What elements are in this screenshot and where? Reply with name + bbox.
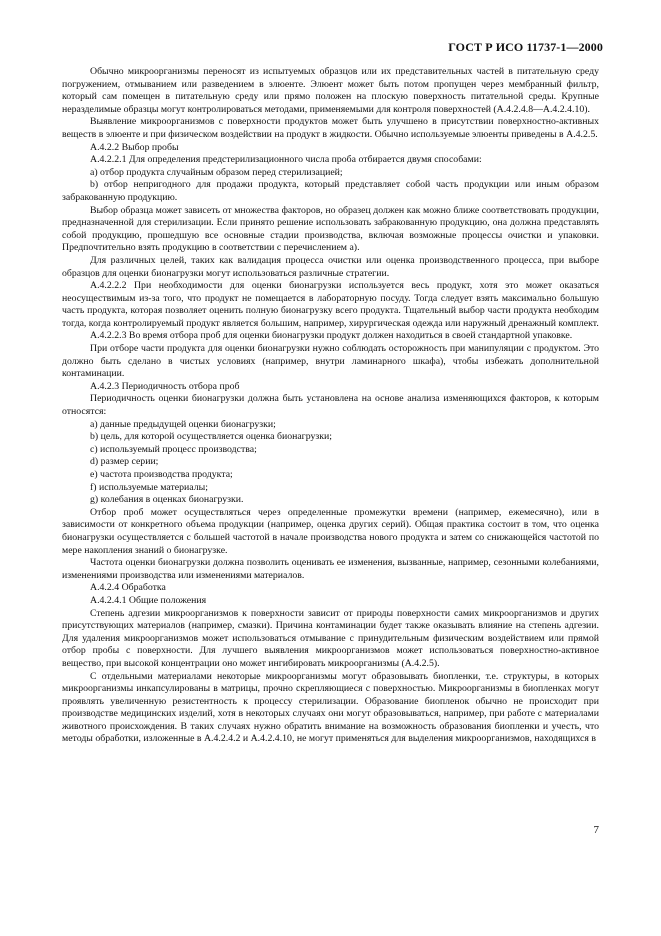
section-heading: А.4.2.4 Обработка (90, 582, 166, 594)
section-heading: А.4.2.4.1 Общие положения (90, 594, 207, 606)
paragraph: При отборе части продукта для оценки бионагрузки нужно соблюдать осторожность при манипуляции с продуктом. Это должно быть сделано в чистых условиях (например, внутри ламинарного шкафа), чтобы избежать дополнительной контаминации. (62, 343, 599, 380)
list-item: b) цель, для которой осуществляется оценка бионагрузки; (90, 431, 332, 443)
list-item: с) используемый процесс производства; (90, 443, 257, 455)
paragraph: А.4.2.2.1 Для определения предстерилизационного числа проба отбирается двумя способами: (90, 154, 482, 166)
section-heading: А.4.2.3 Периодичность отбора проб (90, 380, 240, 392)
page-number: 7 (593, 824, 599, 836)
paragraph: А.4.2.2.2 При необходимости для оценки бионагрузки используется весь продукт, хотя это может оказаться неосуществимым из-за того, что продукт не помещается в лабораторную посуду. Тогда следует взять максимально большую часть продукта, которая позволяет оценить полную бионагрузку всего продукта. Тщательный выбор части продукта необходим тогда, когда контролируемый продукт является большим, например, хирургическая одежда или наружный дренажный комплект. (62, 280, 599, 329)
paragraph: Обычно микроорганизмы переносят из испытуемых образцов или их представительных частей в питательную среду погружением, отмыванием или разведением в элюенте. Элюент может быть потом пропущен через мембранный фильтр, который сам помещен в питательную среду или прямо положен на плоскую поверхность питательной среды. Крупные неразделимые образцы могут контролироваться методами, применяемыми для контроля поверхностей (А.4.2.4.8—А.4.2.4.10). (62, 66, 599, 115)
paragraph: Выбор образца может зависеть от множества факторов, но образец должен как можно ближе соответствовать продукции, предназначенной для стерилизации. Если принято решение использовать забракованную продукцию, она должна представлять собой продукцию, прошедшую все основные стадии производства, включая возможные процессы очистки и упаковки. Предпочтительно взять продукцию в соответствии с перечислением а). (62, 204, 599, 254)
list-item: а) отбор продукта случайным образом перед стерилизацией; (90, 166, 343, 178)
list-item: f) используемые материалы; (90, 481, 208, 493)
paragraph: Выявление микроорганизмов с поверхности продуктов может быть улучшено в присутствии поверхностно-активных веществ в элюенте и при физическом воздействии на продукт в жидкости. Обычно используемые элюенты приведены в А.4.2.5. (62, 116, 599, 140)
list-item: d) размер серии; (90, 456, 159, 468)
paragraph: С отдельными материалами некоторые микроорганизмы могут образовывать биопленки, т.е. структуры, в которых микроорганизмы инкапсулированы в матрицы, прочно скрепляющиеся с поверхностью. Микроорганизмы в биопленках могут проявлять увеличенную резистентность к процессу стерилизации. Образование биопленок обычно не происходит при производстве медицинских изделий, хотя в некоторых случаях они могут образовываться, например, при работе с материалами животного происхождения. В таких случаях нужно обратить внимание на возможность образования биопленки и учесть, что методы обработки, изложенные в А.4.2.4.2 и А.4.2.4.10, не могут применяться для выделения микроорганизмов, находящихся в (62, 670, 599, 745)
document-header: ГОСТ Р ИСО 11737-1—2000 (448, 40, 603, 54)
list-item: g) колебания в оценках бионагрузки. (90, 494, 244, 506)
list-item: b) отбор непригодного для продажи продукта, который представляет собой часть продукции или иным образом забракованную продукцию. (62, 179, 599, 203)
section-heading: А.4.2.2 Выбор пробы (90, 141, 179, 153)
document-body (62, 66, 599, 746)
paragraph: Степень адгезии микроорганизмов к поверхности зависит от природы поверхности самих микроорганизмов и других присутствующих материалов (например, смазки). Причина контаминации будет также оказывать влияние на степень адгезии. Для удаления микроорганизмов может использоваться отмывание с принудительным физическим воздействием или прямой отбор пробы с поверхности. Для лучшего выявления микроорганизмов может использоваться поверхностно-активное вещество, при высокой концентрации оно может ингибировать микроорганизмы (А.4.2.5). (62, 607, 599, 669)
paragraph: Отбор проб может осуществляться через определенные промежутки времени (например, ежемесячно), или в зависимости от конкретного объема продукции (например, оценка других серий). Общая практика состоит в том, что оценка бионагрузки осуществляется с большей частотой в начале производства нового продукта и затем со снижающейся частотой по мере накопления знаний о бионагрузке. (62, 506, 599, 556)
paragraph: А.4.2.2.3 Во время отбора проб для оценки бионагрузки продукт должен находиться в своей стандартной упаковке. (90, 330, 573, 342)
paragraph: Для различных целей, таких как валидация процесса очистки или оценка производственного процесса, при выборе образцов для оценки бионагрузки могут использоваться различные стратегии. (62, 254, 599, 279)
list-item: е) частота производства продукта; (90, 469, 233, 480)
paragraph: Периодичность оценки бионагрузки должна быть установлена на основе анализа изменяющихся факторов, к которым относятся: (62, 393, 599, 418)
paragraph: Частота оценки бионагрузки должна позволить оценивать ее изменения, вызванные, например, сезонными колебаниями, изменениями производства или изменениями материалов. (62, 557, 599, 581)
list-item: а) данные предыдущей оценки бионагрузки; (90, 418, 276, 430)
